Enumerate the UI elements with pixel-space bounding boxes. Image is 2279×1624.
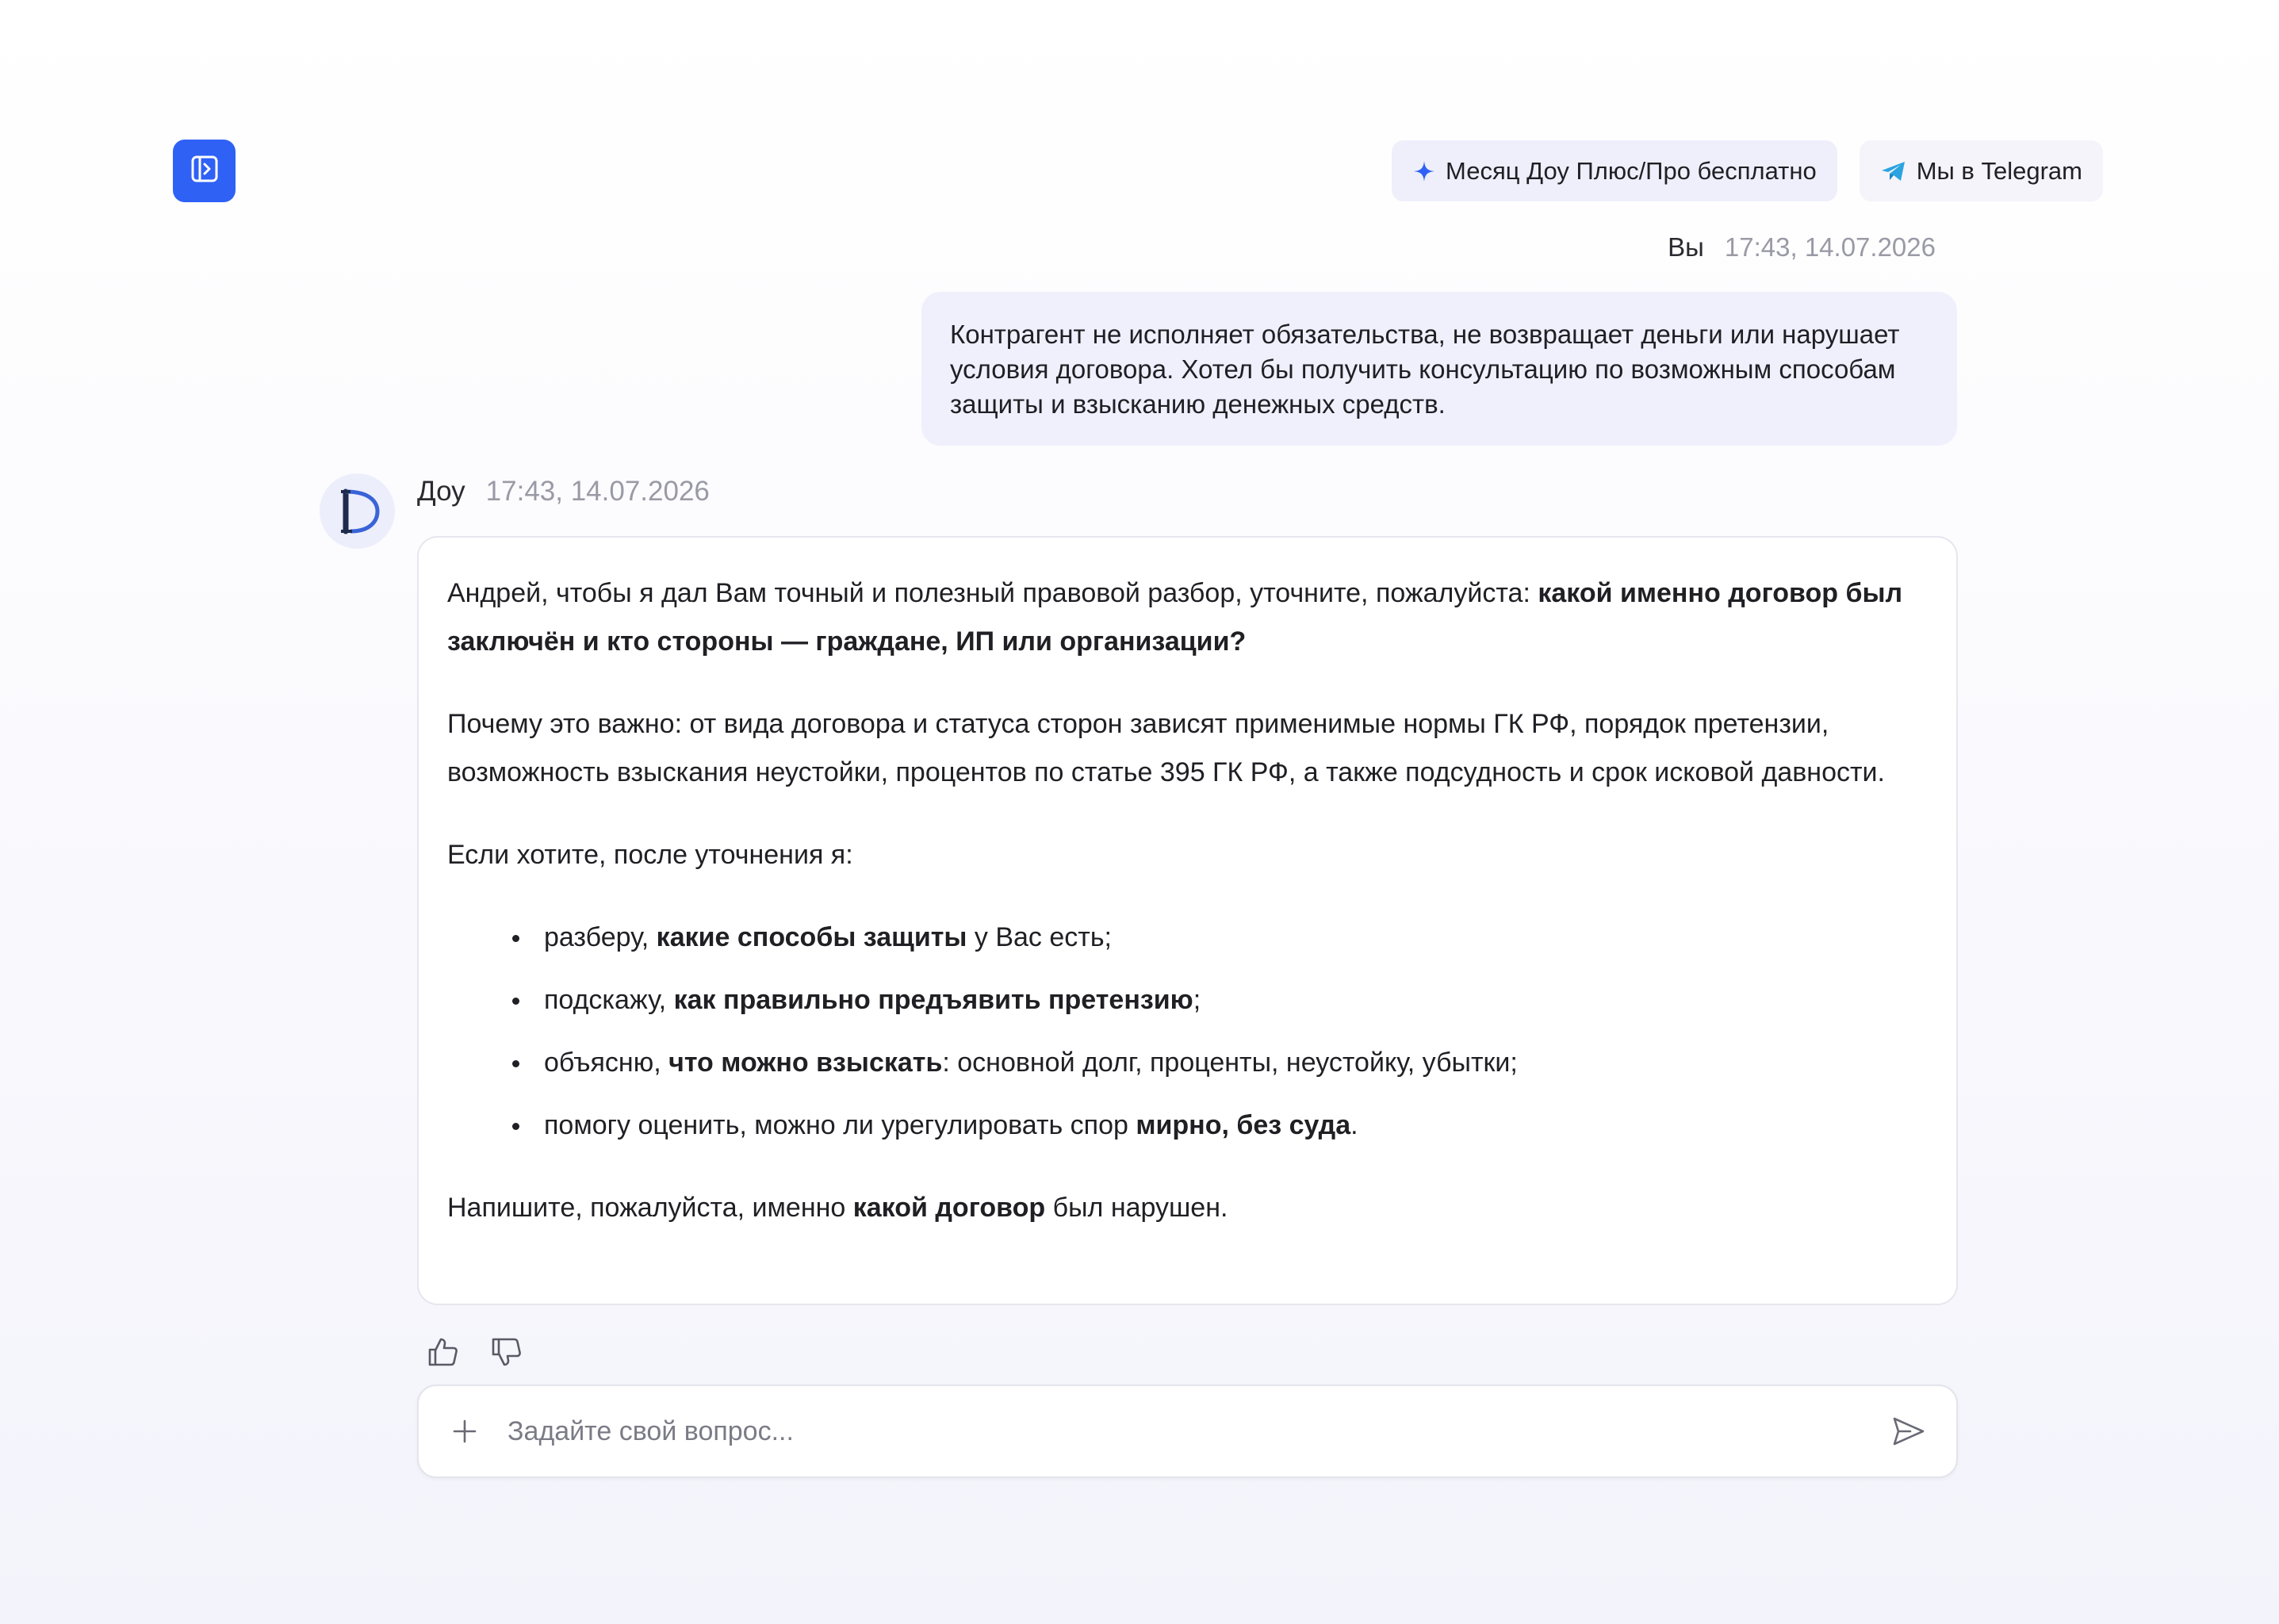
sidebar-toggle-button[interactable] [173, 140, 236, 202]
thumbs-up-icon [427, 1335, 460, 1369]
list-item [544, 1101, 1928, 1150]
send-button[interactable] [1888, 1411, 1929, 1452]
bullet-text: ; [1193, 985, 1201, 1015]
list-item [544, 914, 1928, 962]
bullet-text: : основной долг, проценты, неустойку, убытки; [942, 1048, 1518, 1078]
bullet-text: подскажу, [544, 985, 674, 1015]
bot-paragraph-1 [447, 569, 1928, 666]
user-message-bubble [921, 292, 1957, 446]
user-author: Вы [1668, 232, 1704, 262]
sparkle-icon [1412, 159, 1436, 183]
bot-message-time: 17:43, 14.07.2026 [485, 476, 710, 507]
bot-avatar [320, 473, 395, 549]
bullet-text: объясню, [544, 1048, 669, 1078]
bot-paragraph-1-text: Андрей, чтобы я дал Вам точный и полезный правовой разбор, уточните, пожалуйста: [447, 578, 1538, 608]
user-message-time: 17:43, 14.07.2026 [1724, 232, 1936, 262]
telegram-label: Мы в Telegram [1916, 156, 2082, 185]
bot-paragraph-1-bold: какой именно договор был заключён и кто стороны — граждане, ИП или организации? [447, 578, 1903, 657]
bullet-text: . [1350, 1110, 1358, 1140]
bullet-bold: какие способы защиты [656, 922, 967, 952]
like-button[interactable] [425, 1334, 462, 1370]
user-message-text: Контрагент не исполняет обязательства, не возвращает деньги или нарушает условия договора. Хотел бы получить консультацию по возможным способам защиты и взысканию денежных средств. [950, 320, 1900, 419]
bot-paragraph-4-text: Напишите, пожалуйста, именно [447, 1193, 853, 1223]
promo-button[interactable] [1392, 140, 1837, 201]
bullet-text: у Вас есть; [967, 922, 1113, 952]
bullet-bold: как правильно предъявить претензию [673, 985, 1193, 1015]
list-item [544, 1039, 1928, 1087]
bot-paragraph-3: Если хотите, после уточнения я: [447, 840, 853, 870]
dislike-button[interactable] [488, 1334, 525, 1370]
bullet-bold: мирно, без суда [1136, 1110, 1351, 1140]
bot-bullet-list [447, 914, 1928, 1150]
bullet-bold: что можно взыскать [668, 1048, 943, 1078]
bot-paragraph-2: Почему это важно: от вида договора и статуса сторон зависят применимые нормы ГК РФ, порядок претензии, возможность взыскания неустойки, процентов по статье 395 ГК РФ, а также подсудность и срок исковой давности. [447, 709, 1885, 787]
bot-paragraph-4-bold: какой договор [852, 1193, 1046, 1223]
list-item [544, 976, 1928, 1025]
telegram-button[interactable] [1860, 140, 2103, 201]
bot-paragraph-4-text-end: был нарушен. [1045, 1193, 1228, 1223]
question-input[interactable] [506, 1415, 1888, 1448]
user-message-meta [1668, 232, 1936, 262]
bot-message-meta [417, 476, 710, 508]
feedback-bar [425, 1334, 525, 1370]
attach-button[interactable] [447, 1414, 482, 1449]
plus-icon [452, 1419, 477, 1444]
bot-logo-icon [335, 487, 381, 536]
send-icon [1891, 1415, 1926, 1447]
bot-paragraph-4 [447, 1184, 1928, 1232]
promo-label: Месяц Доу Плюс/Про бесплатно [1446, 156, 1817, 185]
bullet-text: разберу, [544, 922, 657, 952]
thumbs-down-icon [490, 1335, 523, 1369]
bot-author: Доу [417, 476, 465, 507]
bot-message-card [417, 536, 1958, 1305]
bullet-text: помогу оценить, можно ли урегулировать спор [544, 1110, 1136, 1140]
top-actions [1392, 140, 2103, 201]
telegram-icon [1880, 159, 1907, 183]
sidebar-expand-icon [189, 153, 220, 189]
message-composer [417, 1385, 1958, 1478]
